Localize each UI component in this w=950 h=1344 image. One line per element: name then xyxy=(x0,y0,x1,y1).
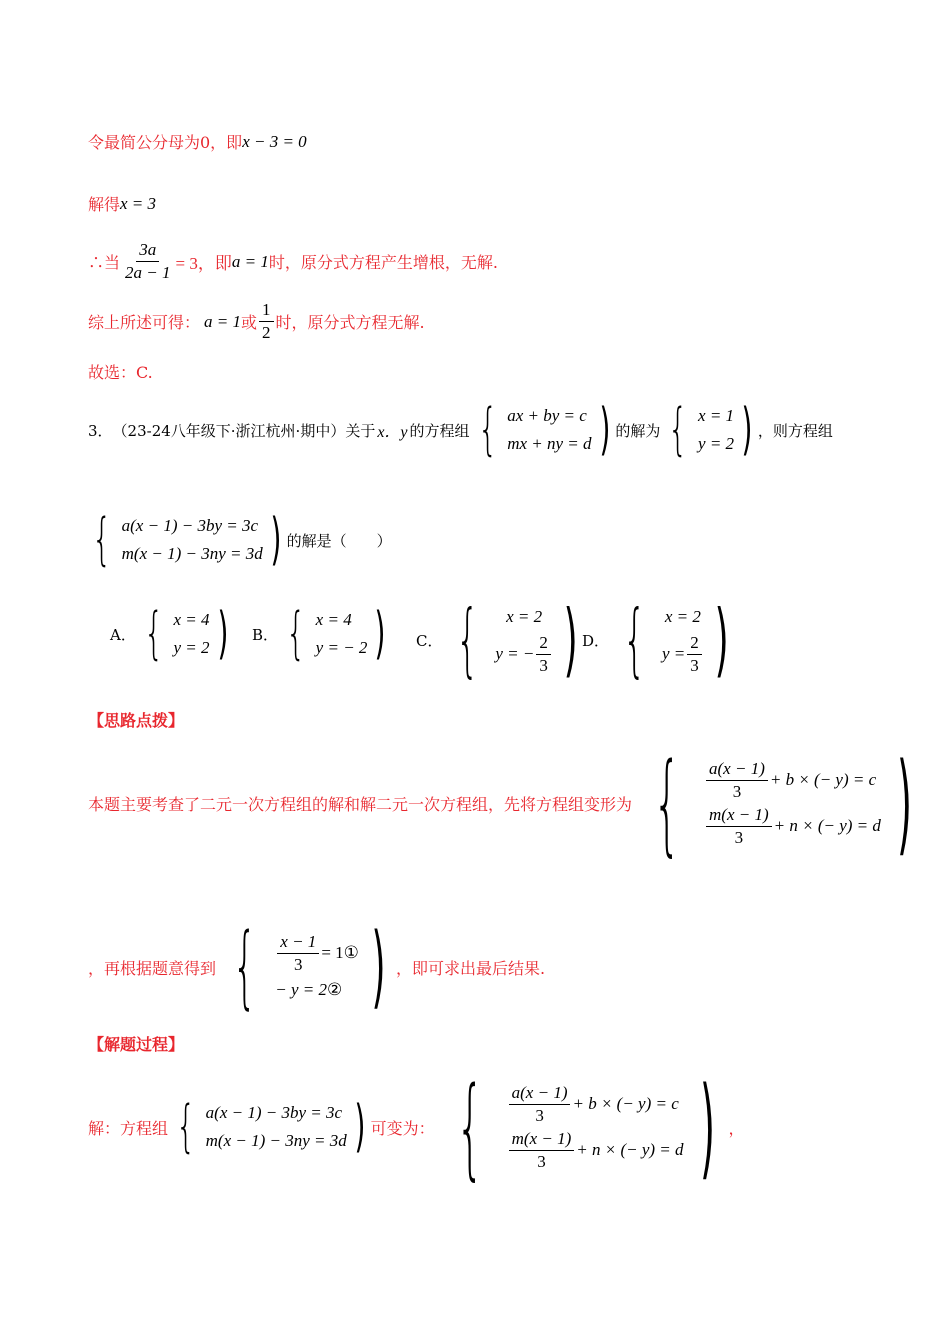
solution-title xyxy=(88,1032,184,1055)
question-text: 的解是（ ） xyxy=(286,531,392,550)
row-tail: + n × (− y) = d xyxy=(773,816,881,835)
option-label: A． xyxy=(110,625,136,644)
denominator: 3 xyxy=(734,827,744,847)
hint-line-2 xyxy=(88,914,546,1019)
numerator: m(x − 1) xyxy=(706,805,772,827)
left-brace: { xyxy=(176,1094,196,1159)
left-brace: { xyxy=(653,739,682,867)
option-row-prefix: y = xyxy=(661,644,686,663)
line-text: 或 xyxy=(241,313,258,332)
hint-line-1 xyxy=(88,739,926,867)
transformed-system xyxy=(632,739,926,867)
left-brace: { xyxy=(668,397,689,462)
numerator: x − 1 xyxy=(277,932,319,954)
denominator: 3 xyxy=(539,655,548,675)
question-source: （23-24八年级下·浙江杭州·期中）关于 xyxy=(112,421,376,440)
solution-system xyxy=(660,397,758,462)
option-d[interactable] xyxy=(582,593,737,686)
line-text: 令最简公分母为0，即 xyxy=(88,133,243,152)
hint-text: 本题主要考查了二元一次方程组的解和解二元一次方程组，先将方程组变形为 xyxy=(88,794,633,814)
question-text: 的解为 xyxy=(615,421,661,440)
denominator: 2a − 1 xyxy=(125,263,171,282)
system-row: a(x − 1) − 3by = 3c xyxy=(121,516,259,535)
denominator: 3 xyxy=(537,1151,546,1171)
fraction xyxy=(706,805,772,848)
line-text: 时，原分式方程无解. xyxy=(275,313,425,332)
denominator: 2 xyxy=(262,323,271,342)
fraction xyxy=(687,633,702,676)
row-tail: = 1 xyxy=(321,943,344,962)
line-text: 时，原分式方程产生增根，无解. xyxy=(268,253,498,272)
system-row: y = 2 xyxy=(698,434,735,453)
hint-title xyxy=(88,708,184,731)
option-row: x = 2 xyxy=(664,607,701,626)
option-row-prefix: y = − xyxy=(495,644,535,663)
option-label: B． xyxy=(252,625,279,644)
system-row: a(x − 1) − 3by = 3c xyxy=(205,1103,343,1122)
solution-line-4 xyxy=(88,300,425,343)
system-row: ax + by = c xyxy=(507,406,587,425)
numerator: a(x − 1) xyxy=(706,759,768,781)
system-row xyxy=(275,976,359,1004)
row-tail: + b × (− y) = c xyxy=(769,770,877,789)
system-row: m(x − 1) − 3ny = 3d xyxy=(121,544,263,563)
question-vars: x．y xyxy=(377,423,408,441)
equation: a = 1 xyxy=(231,251,269,271)
question-3 xyxy=(88,397,833,462)
fraction xyxy=(509,1083,571,1126)
circled-number: ① xyxy=(343,943,359,963)
question-text: ，则方程组 xyxy=(757,421,833,440)
system-row xyxy=(275,930,359,976)
line-text: ∴当 xyxy=(88,253,121,272)
circled-number: ② xyxy=(327,980,343,1000)
left-brace: { xyxy=(456,593,480,686)
line-text: 解得 xyxy=(88,195,121,214)
solution-line-3 xyxy=(88,240,498,283)
right-brace: ) xyxy=(270,507,282,572)
system-row xyxy=(507,1127,684,1173)
solution-text: 可变为： xyxy=(370,1118,435,1138)
system-row xyxy=(704,803,881,849)
equation: x − 3 = 0 xyxy=(242,131,307,151)
transformed-system xyxy=(435,1063,729,1191)
fraction xyxy=(259,300,274,343)
question-text: 的方程组 xyxy=(409,421,470,440)
hint-text: ，即可求出最后结果. xyxy=(396,958,546,978)
solution-line-5 xyxy=(88,360,153,383)
left-brace: { xyxy=(286,601,306,666)
right-brace: ) xyxy=(598,397,610,462)
right-brace: ) xyxy=(563,593,578,686)
right-brace: ) xyxy=(374,601,386,666)
fraction xyxy=(706,759,768,802)
right-brace: ) xyxy=(896,739,912,867)
numerator: m(x − 1) xyxy=(509,1129,575,1151)
numerator: 1 xyxy=(259,300,274,322)
equation-system xyxy=(470,397,616,462)
right-brace: ) xyxy=(371,914,386,1019)
system-row: mx + ny = d xyxy=(507,434,592,453)
system-row: x = 1 xyxy=(698,406,735,425)
option-row: y = − 2 xyxy=(315,638,368,657)
option-a[interactable] xyxy=(110,601,233,666)
line-text: 综上所述可得： xyxy=(88,313,201,332)
equation-system xyxy=(84,507,287,572)
solution-text: 解：方程组 xyxy=(88,1118,169,1138)
derived-system xyxy=(216,914,396,1019)
solution-line-1 xyxy=(88,130,307,153)
option-row xyxy=(495,631,553,677)
right-brace: ) xyxy=(216,601,228,666)
denominator: 3 xyxy=(535,1105,544,1125)
option-c[interactable] xyxy=(416,593,586,686)
numerator: 2 xyxy=(687,633,702,655)
equation-tail: = 3，即 xyxy=(175,254,232,273)
answer-text: 故选：C. xyxy=(88,363,153,382)
right-brace: ) xyxy=(714,593,729,686)
fraction xyxy=(277,932,319,975)
denominator: 3 xyxy=(294,954,303,974)
option-row: x = 4 xyxy=(315,610,352,629)
numerator: 2 xyxy=(536,633,551,655)
denominator: 3 xyxy=(690,655,699,675)
right-brace: ) xyxy=(699,1063,715,1191)
option-label: D． xyxy=(582,631,610,650)
option-row: x = 2 xyxy=(506,607,543,626)
left-brace: { xyxy=(92,507,112,572)
row-text: − y = 2 xyxy=(275,980,328,999)
solution-line-2 xyxy=(88,192,156,215)
fraction xyxy=(122,240,173,283)
right-brace: ) xyxy=(354,1094,366,1159)
question-3-cont xyxy=(84,507,392,572)
option-row: y = 2 xyxy=(173,638,210,657)
option-row xyxy=(662,631,704,677)
option-label: C． xyxy=(416,631,443,650)
question-number: 3． xyxy=(88,421,113,440)
left-brace: { xyxy=(623,593,646,686)
equation: x = 3 xyxy=(120,193,157,213)
solution-line xyxy=(88,1063,745,1191)
equation-system xyxy=(168,1094,371,1159)
fraction xyxy=(536,633,551,676)
left-brace: { xyxy=(143,601,164,666)
section-heading: 【思路点拨】 xyxy=(88,711,185,730)
row-tail: + b × (− y) = c xyxy=(572,1094,679,1113)
numerator: 3a xyxy=(136,240,159,262)
section-heading: 【解题过程】 xyxy=(88,1035,185,1054)
solution-text: ， xyxy=(728,1118,745,1138)
fraction xyxy=(509,1129,575,1172)
left-brace: { xyxy=(477,397,498,462)
left-brace: { xyxy=(232,914,257,1019)
equation: a = 1 xyxy=(204,311,241,331)
option-b[interactable] xyxy=(252,601,391,666)
option-row: x = 4 xyxy=(173,610,210,629)
numerator: a(x − 1) xyxy=(509,1083,571,1105)
hint-text: ，再根据题意得到 xyxy=(88,958,217,978)
denominator: 3 xyxy=(732,781,742,801)
system-row xyxy=(507,1081,684,1127)
row-tail: + n × (− y) = d xyxy=(576,1140,684,1159)
left-brace: { xyxy=(455,1063,484,1191)
right-brace: ) xyxy=(741,397,753,462)
system-row xyxy=(704,757,881,803)
system-row: m(x − 1) − 3ny = 3d xyxy=(205,1131,347,1150)
